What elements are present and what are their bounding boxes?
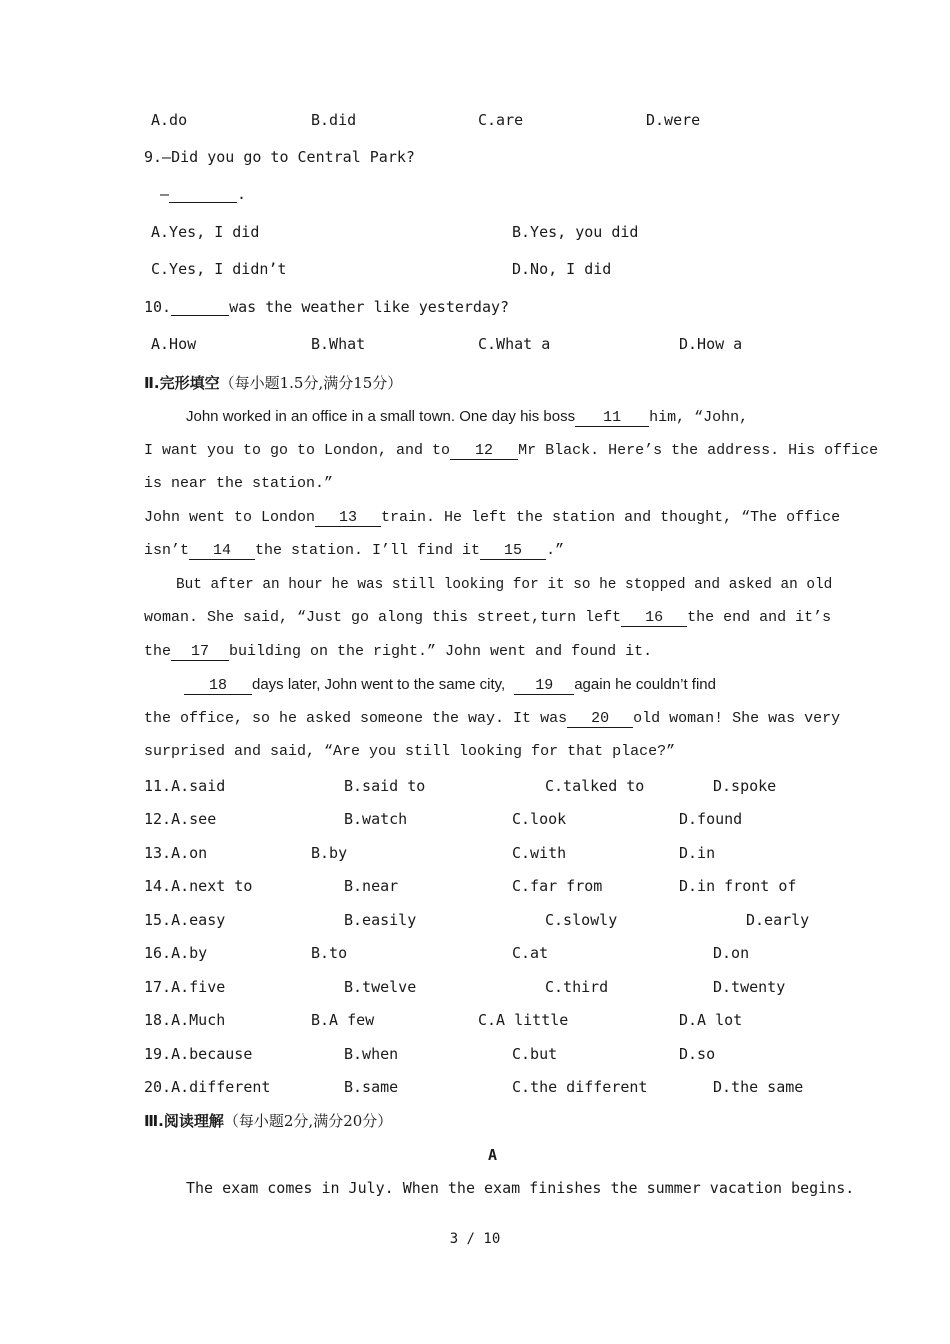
q9-reply-dash: — xyxy=(160,185,170,203)
q10-option-b: B.What xyxy=(311,335,366,353)
blank-15: 15 xyxy=(480,543,546,560)
q10-text: was the weather like yesterday? xyxy=(229,298,510,316)
option-c: C.but xyxy=(512,1045,558,1063)
option-c: C.talked to xyxy=(545,777,645,795)
q10-stem xyxy=(144,297,509,317)
cloze-text: the xyxy=(144,642,172,660)
option-d: D.twenty xyxy=(713,978,786,996)
cloze-text: woman. She said, “Just go along this street,turn left xyxy=(144,609,622,626)
blank-18: 18 xyxy=(184,678,252,695)
cloze-text: old woman! She was very xyxy=(633,709,841,727)
cloze-text: .” xyxy=(546,542,565,559)
cloze-text: train. He left the station and thought, “The office xyxy=(381,508,841,526)
option-b: B.near xyxy=(344,877,399,895)
option-a: 17.A.five xyxy=(144,978,226,996)
cloze-text: is near the station.” xyxy=(144,475,334,492)
option-c: C.A little xyxy=(478,1011,569,1029)
cloze-text: I want you to go to London, and to xyxy=(144,441,451,459)
option-d: D.in front of xyxy=(679,877,797,895)
option-c: C.at xyxy=(512,944,549,962)
cloze-line-11 xyxy=(144,735,814,769)
option-c: C.far from xyxy=(512,877,603,895)
cloze-text: John worked in an office in a small town. One day his boss xyxy=(186,408,576,425)
option-c: C.with xyxy=(512,844,567,862)
option-d: D.in xyxy=(679,844,716,862)
cloze-text: him, “John, xyxy=(649,409,749,426)
option-a: 18.A.Much xyxy=(144,1011,226,1029)
section-2-title: Ⅱ.完形填空 xyxy=(144,374,220,392)
blank-17: 17 xyxy=(171,644,229,661)
section-2-note: （每小题1.5分,满分15分） xyxy=(219,374,403,392)
cloze-line-2 xyxy=(144,434,879,468)
blank-14: 14 xyxy=(189,543,255,560)
q10-option-c: C.What a xyxy=(478,335,551,353)
q9-option-b: B.Yes, you did xyxy=(512,223,639,241)
q10-option-a: A.How xyxy=(151,335,197,353)
cloze-line-9 xyxy=(144,668,814,702)
q9-option-d: D.No, I did xyxy=(512,260,612,278)
option-d: D.found xyxy=(679,810,743,828)
cloze-text: But after an hour he was still looking for it so he stopped and asked an old xyxy=(176,576,833,593)
option-c: C.third xyxy=(545,978,609,996)
blank-13: 13 xyxy=(315,510,381,527)
cloze-line-10 xyxy=(144,702,841,736)
cloze-text: days later, John went to the same city, xyxy=(252,676,506,693)
passage-a-text: The exam comes in July. When the exam finishes the summer vacation begins. xyxy=(186,1179,855,1197)
option-d: D.on xyxy=(713,944,750,962)
option-a: 11.A.said xyxy=(144,777,226,795)
option-b: B.to xyxy=(311,944,348,962)
option-d: D.early xyxy=(746,911,810,929)
cloze-line-5 xyxy=(144,534,814,568)
option-b: B.A few xyxy=(311,1011,375,1029)
cloze-line-3 xyxy=(144,467,814,501)
q9-blank xyxy=(169,186,237,203)
option-d: D.spoke xyxy=(713,777,777,795)
blank-19: 19 xyxy=(514,678,574,695)
cloze-line-7 xyxy=(144,601,832,635)
section-2-heading xyxy=(144,373,402,393)
q9-stem: 9.—Did you go to Central Park? xyxy=(144,148,415,166)
q10-blank xyxy=(171,299,229,316)
cloze-line-8 xyxy=(144,635,814,669)
cloze-line-1 xyxy=(144,400,814,434)
cloze-text: the end and it’s xyxy=(687,609,832,626)
cloze-text: building on the right.” John went and found it. xyxy=(229,642,653,660)
option-a: 19.A.because xyxy=(144,1045,253,1063)
cloze-text: the station. I’ll find it xyxy=(255,542,481,559)
q8-option-b: B.did xyxy=(311,111,357,129)
q8-option-a: A.do xyxy=(151,111,188,129)
option-a: 14.A.next to xyxy=(144,877,253,895)
q10-number: 10. xyxy=(144,298,172,316)
blank-11: 11 xyxy=(575,410,649,427)
page-number: 3 / 10 xyxy=(449,1231,501,1247)
blank-20: 20 xyxy=(567,711,633,728)
option-c: C.look xyxy=(512,810,567,828)
q8-option-d: D.were xyxy=(646,111,701,129)
option-a: 15.A.easy xyxy=(144,911,226,929)
cloze-line-6 xyxy=(144,568,833,602)
option-d: D.A lot xyxy=(679,1011,743,1029)
option-b: B.easily xyxy=(344,911,417,929)
option-b: B.watch xyxy=(344,810,408,828)
cloze-text: Mr Black. Here’s the address. His office xyxy=(518,441,879,459)
option-a: 20.A.different xyxy=(144,1078,271,1096)
option-d: D.so xyxy=(679,1045,716,1063)
q10-option-d: D.How a xyxy=(679,335,743,353)
option-b: B.twelve xyxy=(344,978,417,996)
option-b: B.same xyxy=(344,1078,399,1096)
option-a: 13.A.on xyxy=(144,844,208,862)
passage-a-label: A xyxy=(487,1146,498,1164)
blank-16: 16 xyxy=(621,610,687,627)
cloze-text: the office, so he asked someone the way. It was xyxy=(144,709,568,727)
q9-reply-period: . xyxy=(237,185,247,203)
section-3-heading xyxy=(144,1111,392,1131)
section-3-title: Ⅲ.阅读理解 xyxy=(144,1112,224,1130)
cloze-text: surprised and said, “Are you still looking for that place?” xyxy=(144,743,676,760)
section-3-note: （每小题2分,满分20分） xyxy=(223,1112,393,1130)
q8-option-c: C.are xyxy=(478,111,524,129)
option-c: C.slowly xyxy=(545,911,618,929)
cloze-passage xyxy=(144,400,879,769)
q9-option-c: C.Yes, I didn’t xyxy=(151,260,287,278)
option-b: B.by xyxy=(311,844,348,862)
cloze-text: again he couldn’t find xyxy=(574,676,716,693)
q9-reply xyxy=(160,184,246,204)
option-a: 16.A.by xyxy=(144,944,208,962)
option-c: C.the different xyxy=(512,1078,648,1096)
blank-12: 12 xyxy=(450,443,518,460)
option-a: 12.A.see xyxy=(144,810,217,828)
cloze-text: isn’t xyxy=(144,542,190,559)
option-d: D.the same xyxy=(713,1078,804,1096)
cloze-line-4 xyxy=(144,501,841,535)
option-b: B.said to xyxy=(344,777,426,795)
cloze-text: John went to London xyxy=(144,508,316,526)
option-b: B.when xyxy=(344,1045,399,1063)
q9-option-a: A.Yes, I did xyxy=(151,223,260,241)
